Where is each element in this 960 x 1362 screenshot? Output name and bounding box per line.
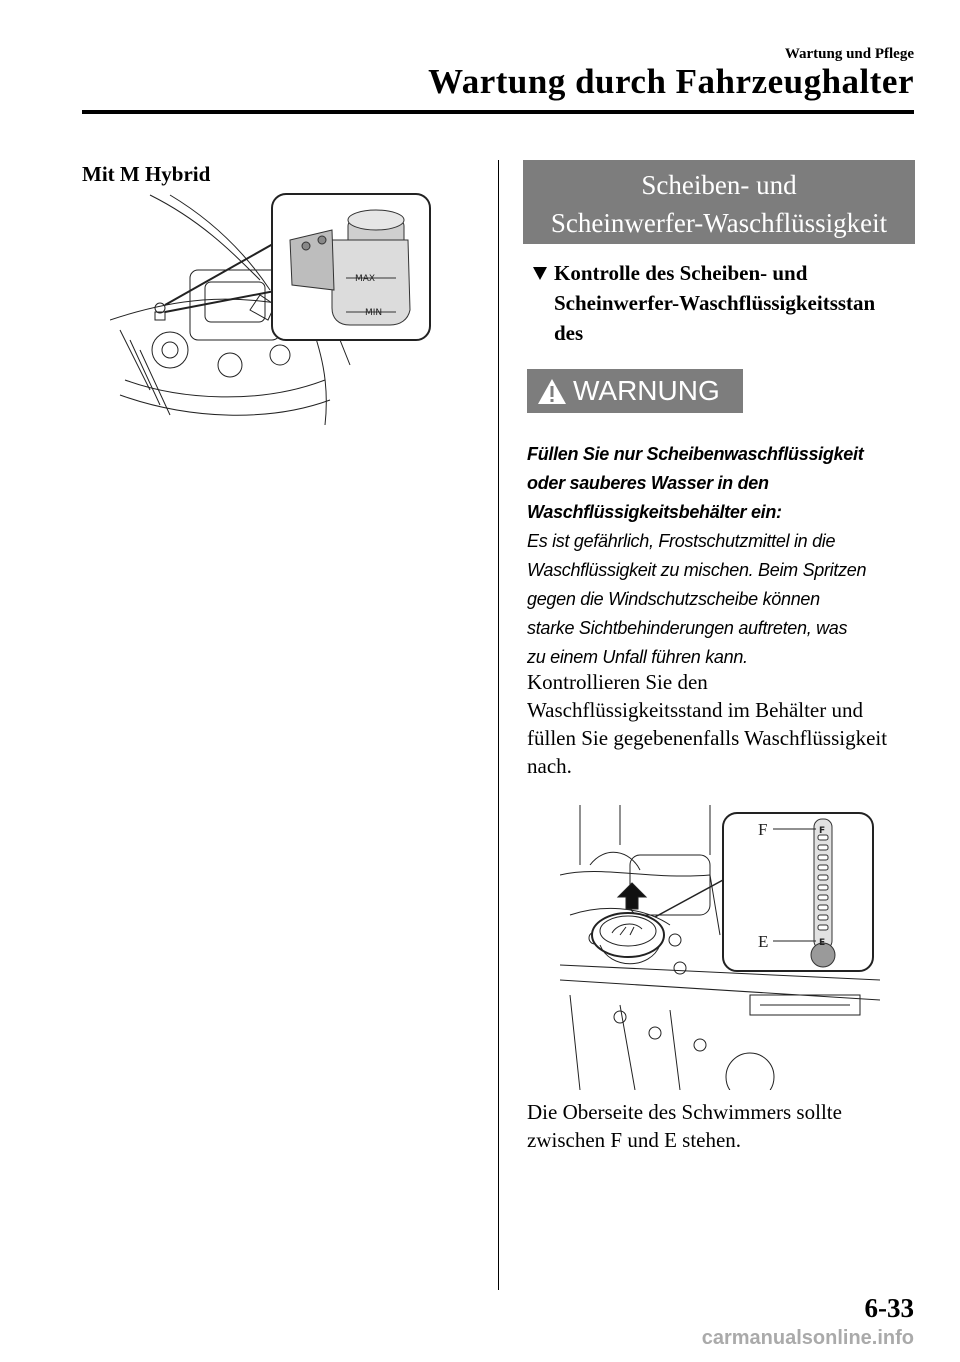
subsection-line-1: Kontrolle des Scheiben- und (554, 261, 808, 285)
warning-body-line-1: Es ist gefährlich, Frostschutzmittel in die (527, 531, 836, 551)
engine-reservoir-illustration (110, 190, 432, 435)
chapter-label: Wartung und Pflege (784, 46, 914, 62)
page-number: 6-33 (864, 1293, 914, 1323)
column-divider (498, 160, 499, 1290)
section-title-line-2: Scheinwerfer-Waschflüssigkeit (550, 208, 888, 238)
warning-label-box (527, 369, 743, 413)
body-line-2: Waschflüssigkeitsstand im Behälter und (527, 698, 863, 722)
left-heading: Mit M Hybrid (82, 162, 211, 186)
subsection-heading (532, 258, 922, 348)
caption-line-1: Die Oberseite des Schwimmers sollte (527, 1100, 842, 1124)
warning-bold-line-3: Waschflüssigkeitsbehälter ein: (527, 502, 782, 522)
section-title-line-1: Scheiben- und (641, 170, 797, 200)
gauge-f-mark: F (819, 826, 826, 836)
subsection-line-3: des (554, 321, 584, 345)
max-label: MAX (355, 274, 376, 284)
watermark: carmanualsonline.info (701, 1327, 914, 1349)
washer-reservoir-illustration (560, 805, 880, 1090)
warning-bold-line-2: oder sauberes Wasser in den (527, 473, 769, 493)
body-line-1: Kontrollieren Sie den (527, 670, 708, 694)
warning-bold-line-1: Füllen Sie nur Scheibenwaschflüssigkeit (527, 444, 864, 464)
section-title-banner (523, 160, 915, 244)
warning-label: WARNUNG (573, 375, 720, 406)
warning-body-line-3: gegen die Windschutzscheibe können (527, 589, 820, 609)
warning-body-line-5: zu einem Unfall führen kann. (527, 647, 748, 667)
body-paragraph (527, 668, 922, 780)
body-line-3: füllen Sie gegebenenfalls Waschflüssigkeit (527, 726, 888, 750)
subsection-line-2: Scheinwerfer-Waschflüssigkeitsstan (554, 291, 876, 315)
header-rule (82, 110, 914, 114)
figure-caption (527, 1098, 922, 1154)
page-title: Wartung durch Fahrzeughalter (428, 62, 914, 101)
warning-text (527, 440, 927, 672)
e-label: E (758, 932, 769, 951)
gauge-e-mark: E (819, 938, 826, 948)
warning-triangle-icon (537, 378, 567, 405)
warning-body-line-4: starke Sichtbehinderungen auftreten, was (527, 618, 848, 638)
warning-body-line-2: Waschflüssigkeit zu mischen. Beim Spritzen (527, 560, 867, 580)
f-label: F (758, 820, 768, 839)
min-label: MIN (365, 308, 383, 318)
triangle-down-icon (532, 265, 548, 281)
caption-line-2: zwischen F und E stehen. (527, 1128, 742, 1152)
body-line-4: nach. (527, 754, 572, 778)
